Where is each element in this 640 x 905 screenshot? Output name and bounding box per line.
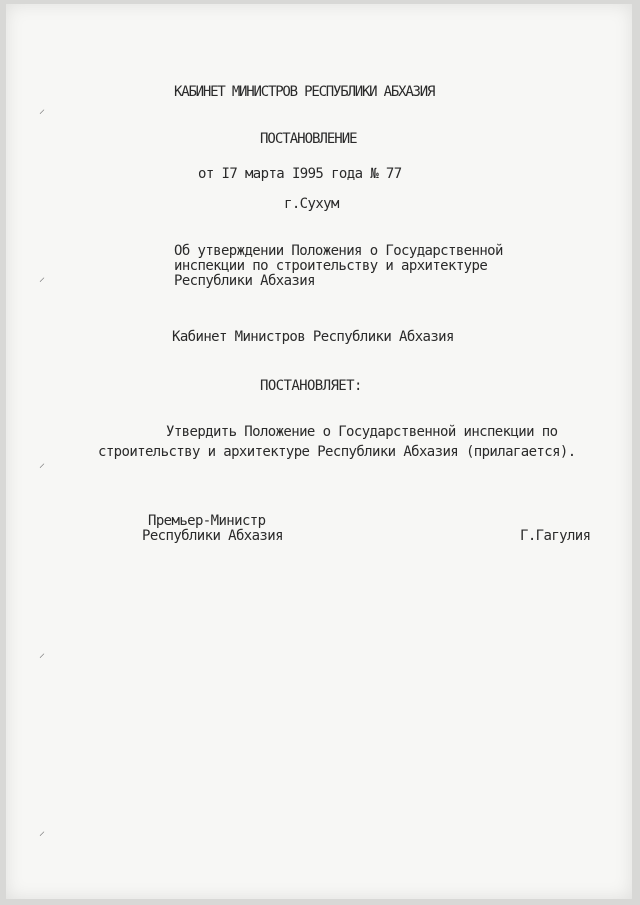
cabinet-header: КАБИНЕТ МИНИСТРОВ РЕСПУБЛИКИ АБХАЗИЯ	[174, 84, 435, 100]
decree-word: ПОСТАНОВЛЯЕТ:	[260, 378, 362, 394]
binder-hole-icon: ⸝	[39, 102, 46, 116]
subject-line: Республики Абхазия	[174, 273, 315, 289]
document-type: ПОСТАНОВЛЕНИЕ	[260, 131, 357, 147]
signatory-name: Г.Гагулия	[520, 528, 591, 544]
document-place: г.Сухум	[284, 196, 339, 212]
binder-hole-icon: ⸝	[39, 824, 46, 838]
document-date: от I7 марта I995 года № 77	[198, 166, 402, 182]
body-line: Утвердить Положение о Государственной инспекции по	[166, 424, 558, 440]
binder-hole-icon: ⸝	[39, 270, 46, 284]
issuer-line: Кабинет Министров Республики Абхазия	[172, 329, 454, 345]
binder-hole-icon: ⸝	[39, 646, 46, 660]
signatory-position: Премьер-Министр	[148, 513, 266, 529]
binder-hole-icon: ⸝	[39, 456, 46, 470]
body-line: строительству и архитектуре Республики Абхазия (прилагается).	[98, 444, 576, 460]
subject-line: инспекции по строительству и архитектуре	[174, 258, 488, 274]
signatory-position: Республики Абхазия	[142, 528, 283, 544]
subject-line: Об утверждении Положения о Государственной	[174, 243, 503, 259]
document-page	[6, 4, 632, 899]
